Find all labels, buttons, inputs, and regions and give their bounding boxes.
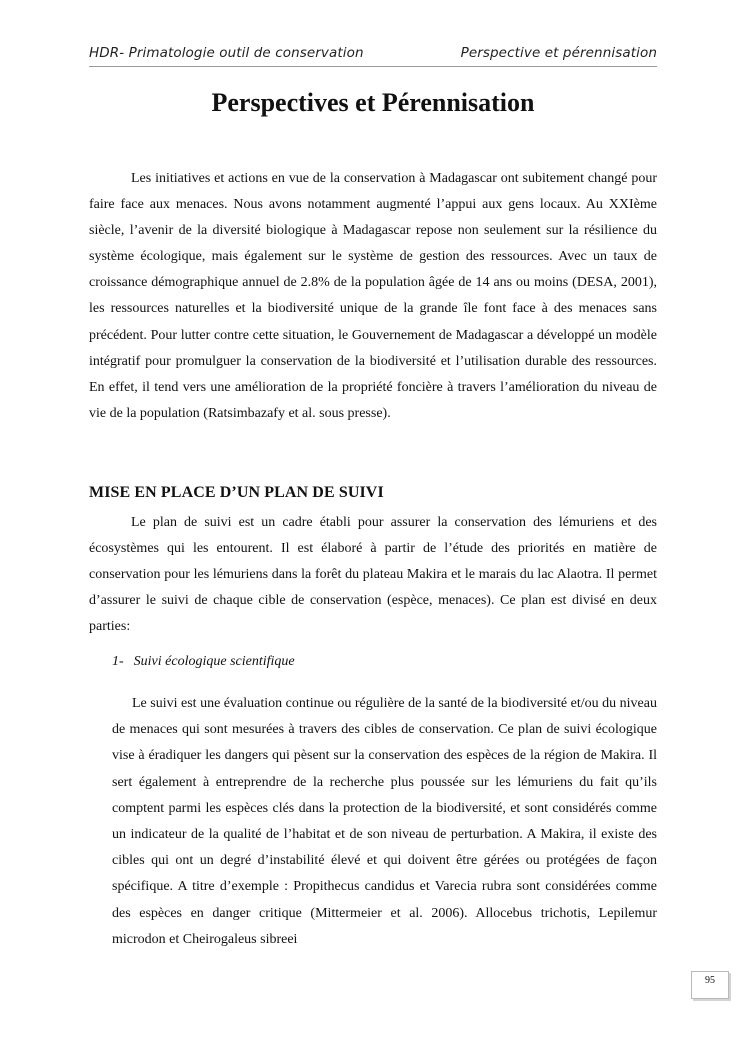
header-left-title: HDR- Primatologie outil de conservation bbox=[89, 45, 364, 61]
subsection-heading bbox=[112, 654, 295, 670]
subsection-number: 1- bbox=[112, 654, 124, 669]
intro-paragraph: Les initiatives et actions en vue de la conservation à Madagascar ont subitement changé pour faire face aux menaces. Nous avons notamment augmenté l’appui aux gens locaux. Au XXIème siècle, l’avenir de la diversité biologique à Madagascar repose non seulement sur la résilience du système écologique, mais également sur le système de gestion des ressources. Avec un taux de croissance démographique annuel de 2.8% de la population âgée de 14 ans ou moins (DESA, 2001), les ressources naturelles et la biodiversité unique de la grande île font face à des menaces sans précédent. Pour lutter contre cette situation, le Gouvernement de Madagascar a développé un modèle intégratif pour promulguer la conservation de la biodiversité et l’utilisation durable des ressources. En effet, il tend vers une amélioration de la propriété foncière à travers l’amélioration du niveau de vie de la population (Ratsimbazafy et al. sous presse). bbox=[89, 171, 657, 421]
page-number: 95 bbox=[705, 975, 715, 986]
page-title: Perspectives et Pérennisation bbox=[211, 88, 535, 117]
page-number-box bbox=[691, 971, 729, 999]
subsection-paragraph: Le suivi est une évaluation continue ou régulière de la santé de la biodiversité et/ou du niveau de menaces qui sont mesurées à travers des cibles de conservation. Ce plan de suivi écologique vise à éradiquer les dangers qui pèsent sur la conservation des espèces de la région de Makira. Il sert également à entreprendre de la recherche plus poussée sur les lémuriens du fait qu’ils comptent parmi les espèces clés dans la protection de la biodiversité, et sont considérés comme un indicateur de la qualité de l’habitat et de son niveau de perturbation. A Makira, il existe des cibles qui ont un degré d’instabilité élevé et qui doivent être gérées ou protégées de façon spécifique. A titre d’exemple : Propithecus candidus et Varecia rubra sont considérées comme des espèces en danger critique (Mittermeier et al. 2006). Allocebus trichotis, Lepilemur microdon et Cheirogaleus sibreei bbox=[112, 696, 657, 947]
header-right-title: Perspective et pérennisation bbox=[460, 45, 657, 61]
section-heading: MISE EN PLACE D’UN PLAN DE SUIVI bbox=[89, 484, 384, 501]
running-header bbox=[89, 42, 657, 67]
section-paragraph: Le plan de suivi est un cadre établi pour assurer la conservation des lémuriens et des écosystèmes qui les entourent. Il est élaboré à partir de l’étude des priorités en matière de conservation pour les lémuriens dans la forêt du plateau Makira et le marais du lac Alaotra. Il permet d’assurer le suivi de chaque cible de conservation (espèce, menaces). Ce plan est divisé en deux parties: bbox=[89, 515, 657, 635]
subsection-title: Suivi écologique scientifique bbox=[133, 654, 295, 669]
